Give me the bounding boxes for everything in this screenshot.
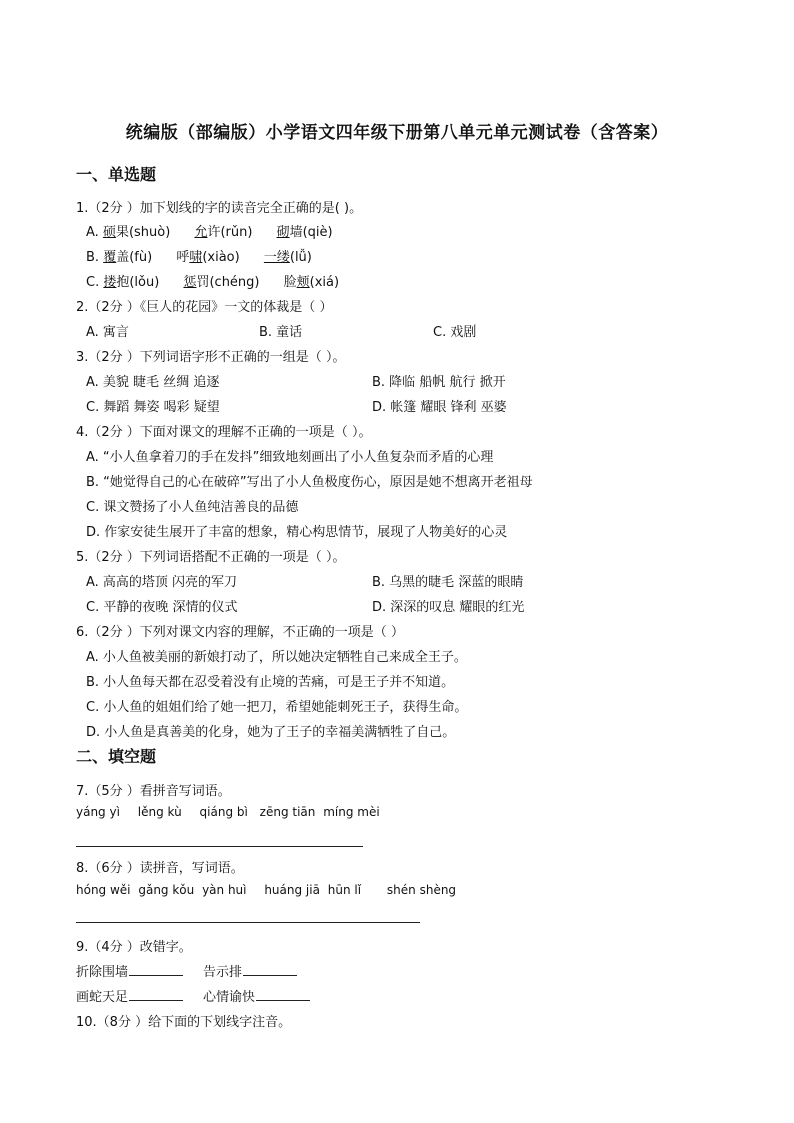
option-text: 盖(fù) [116, 250, 153, 265]
question-2-option-b: B. 童话 [259, 325, 303, 340]
option-text: 许(rǔn) [207, 225, 253, 240]
option-text: 抱(lǒu) [116, 275, 160, 290]
question-2-option-a: A. 寓言 [86, 325, 129, 340]
question-6-option-c: C. 小人鱼的姐姐们给了她一把刀，希望她能刺死王子，获得生命。 [86, 700, 468, 715]
section-heading-single-choice: 一、单选题 [76, 165, 157, 184]
pinyin: shén shèng [386, 883, 457, 897]
question-1-option-a [86, 221, 333, 240]
item-text: 折除围墙 [76, 965, 129, 980]
page-title: 统编版（部编版）小学语文四年级下册第八单元单元测试卷（含答案） [125, 123, 669, 143]
option-letter: C. [86, 275, 104, 290]
underlined-char: 啸 [189, 250, 203, 265]
underlined-char: 搂 [103, 275, 117, 290]
question-6-option-d: D. 小人鱼是真善美的化身，她为了王子的幸福美满牺牲了自己。 [86, 725, 456, 740]
pinyin: qiáng bì [199, 805, 248, 819]
item-text: 心情谕快 [203, 990, 256, 1005]
question-4-option-a: A. “小人鱼拿着刀的手在发抖”细致地刻画出了小人鱼复杂而矛盾的心理 [86, 450, 494, 465]
underlined-char: 允 [194, 225, 208, 240]
answer-blank[interactable] [129, 988, 183, 1001]
item-text: 告示排 [203, 965, 243, 980]
question-5-stem: 5.（2分 ）下列词语搭配不正确的一项是（ ）。 [76, 550, 346, 565]
answer-line[interactable] [76, 922, 420, 923]
question-2-stem: 2.（2分 ）《巨人的花园》一文的体裁是（ ） [76, 300, 333, 315]
question-4-stem: 4.（2分 ）下面对课文的理解不正确的一项是（ ）。 [76, 425, 372, 440]
option-letter: B. [86, 250, 104, 265]
question-3-option-b: B. 降临 船帆 航行 掀开 [372, 375, 506, 390]
question-9-item-4 [203, 986, 310, 1005]
section-heading-fill-blank: 二、填空题 [76, 747, 157, 766]
question-1-option-c [86, 271, 339, 290]
answer-line[interactable] [76, 846, 363, 847]
option-text: 罚(chéng) [196, 275, 260, 290]
option-text: 墙(qiè) [289, 225, 333, 240]
question-3-stem: 3.（2分 ）下列词语字形不正确的一组是（ ）。 [76, 350, 346, 365]
pinyin: lěng kù [137, 805, 182, 819]
question-4-option-c: C. 课文赞扬了小人鱼纯洁善良的品德 [86, 500, 299, 515]
question-1-option-b [86, 246, 312, 265]
pinyin: míng mèi [323, 805, 380, 819]
pinyin: hóng wěi [76, 883, 131, 897]
answer-blank[interactable] [243, 963, 297, 976]
question-9-item-1 [76, 961, 183, 980]
question-5-option-d: D. 深深的叹息 耀眼的红光 [372, 600, 525, 615]
item-text: 画蛇天足 [76, 990, 129, 1005]
pinyin: zēng tiān [259, 805, 316, 819]
question-10-stem: 10.（8分 ）给下面的下划线字注音。 [76, 1015, 292, 1030]
option-text: (xiào) [202, 250, 240, 265]
question-5-option-a: A. 高高的塔顶 闪亮的军刀 [86, 575, 238, 590]
option-text: (lǚ) [289, 250, 312, 265]
question-9-item-3 [76, 986, 183, 1005]
option-text: 脸 [283, 275, 297, 290]
pinyin: yáng yì [76, 805, 120, 819]
pinyin: gǎng kǒu [138, 883, 195, 897]
pinyin: hūn lǐ [327, 883, 362, 897]
underlined-char: 硕 [102, 225, 116, 240]
option-text: 呼 [176, 250, 190, 265]
question-5-option-b: B. 乌黑的睫毛 深蓝的眼睛 [372, 575, 524, 590]
question-9-item-2 [203, 961, 297, 980]
answer-blank[interactable] [256, 988, 310, 1001]
pinyin: yàn huì [202, 883, 247, 897]
question-5-option-c: C. 平静的夜晚 深情的仪式 [86, 600, 238, 615]
question-1-stem: 1.（2分 ）加下划线的字的读音完全正确的是( )。 [76, 201, 363, 216]
option-letter: A. [86, 225, 103, 240]
question-2-option-c: C. 戏剧 [433, 325, 477, 340]
option-text: (xiá) [309, 275, 340, 290]
question-6-option-a: A. 小人鱼被美丽的新娘打动了，所以她决定牺牲自己来成全王子。 [86, 650, 467, 665]
underlined-char: 砌 [276, 225, 290, 240]
question-9-stem: 9.（4分 ）改错字。 [76, 940, 192, 955]
question-3-option-d: D. 帐篷 耀眼 锋利 巫婆 [372, 400, 507, 415]
question-3-option-c: C. 舞蹈 舞姿 喝彩 疑望 [86, 400, 220, 415]
question-8-pinyin-row [76, 883, 456, 897]
question-7-stem: 7.（5分 ）看拼音写词语。 [76, 784, 231, 799]
question-3-option-a: A. 美貌 睫毛 丝绸 追逐 [86, 375, 220, 390]
question-8-stem: 8.（6分 ）读拼音，写词语。 [76, 861, 244, 876]
answer-blank[interactable] [129, 963, 183, 976]
underlined-char: 颊 [296, 275, 310, 290]
question-6-option-b: B. 小人鱼每天都在忍受着没有止境的苦痛，可是王子并不知道。 [86, 675, 455, 690]
option-text: 果(shuò) [115, 225, 171, 240]
underlined-char: 一缕 [263, 250, 290, 265]
question-4-option-b: B. “她觉得自己的心在破碎”写出了小人鱼极度伤心，原因是她不想离开老祖母 [86, 475, 533, 490]
underlined-char: 覆 [103, 250, 117, 265]
question-4-option-d: D. 作家安徒生展开了丰富的想象，精心构思情节，展现了人物美好的心灵 [86, 525, 508, 540]
question-7-pinyin-row [76, 805, 380, 819]
pinyin: huáng jiā [264, 883, 320, 897]
underlined-char: 惩 [183, 275, 197, 290]
question-6-stem: 6.（2分 ）下列对课文内容的理解，不正确的一项是（ ） [76, 625, 404, 640]
